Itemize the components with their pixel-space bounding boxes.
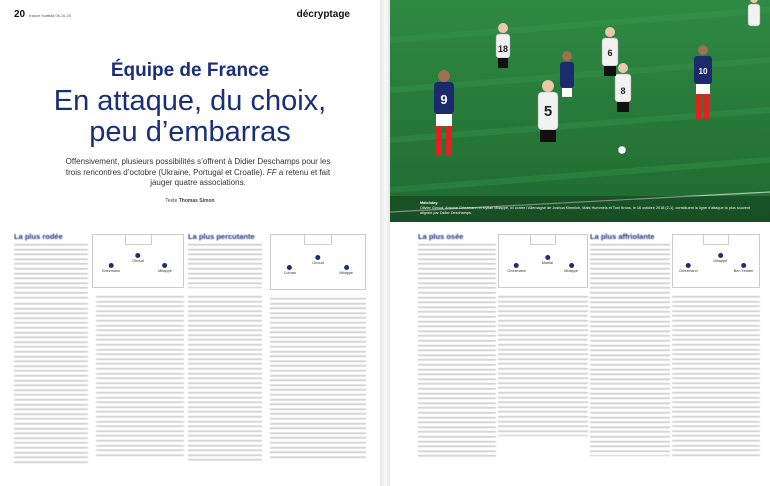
body-text — [14, 303, 88, 463]
headline-line-1: En attaque, du choix, — [53, 85, 327, 117]
section-3-title: La plus osée — [418, 232, 464, 241]
player-marker: Mbappé — [339, 265, 353, 275]
player-marker: Giroud — [312, 255, 323, 265]
body-text — [418, 244, 496, 459]
standfirst-main: Offensivement, plusieurs possibilités s’offrent à Didier Deschamps pour les trois rencontres d’octobre (Ukraine, Portugal et Croatie). — [65, 157, 331, 177]
standfirst — [60, 157, 336, 189]
player-marker: Griezmann — [679, 263, 698, 273]
match-photo-illustration — [390, 0, 770, 222]
body-text — [188, 244, 262, 288]
player-marker: Griezmann — [507, 263, 526, 273]
player-marker: Mbappé — [158, 263, 172, 273]
standfirst-em: FF — [266, 167, 277, 177]
body-text — [188, 296, 262, 461]
section-2-title: La plus percutante — [188, 232, 255, 241]
jersey-number: 18 — [497, 44, 509, 54]
page-number: 20 — [14, 9, 26, 20]
standfirst-tail: a retenu et fait jauger quatre associations. — [150, 167, 331, 187]
section-4-title: La plus affriolante — [590, 232, 655, 241]
jersey-number: 8 — [620, 86, 626, 96]
byline-prefix: Texte — [165, 198, 178, 204]
headline-line-2: peu d’embarras — [89, 116, 291, 148]
publication-date: france football 06.10.20 — [29, 13, 71, 18]
section-1-title: La plus rodée — [14, 232, 63, 241]
player-marker: Mbappé — [713, 253, 727, 263]
folio — [14, 9, 71, 20]
ball — [618, 146, 626, 154]
player-marker: Mbappé — [564, 263, 578, 273]
match-photo — [390, 0, 770, 222]
jersey-number: 6 — [607, 48, 613, 58]
section-3-lineup-diagram — [498, 234, 588, 288]
jersey-number: 10 — [698, 67, 708, 76]
player-marker: Ben Yedder — [734, 263, 754, 273]
body-text — [590, 244, 670, 456]
body-text — [672, 296, 760, 456]
body-text — [96, 296, 184, 456]
byline-author: Thomas Simon — [178, 198, 215, 204]
body-text — [14, 244, 88, 299]
caption-label: Matchday. — [420, 201, 439, 205]
player-marker: Martial — [542, 255, 553, 265]
right-page — [390, 0, 770, 486]
section-1-lineup-diagram — [92, 234, 184, 288]
jersey-number: 9 — [440, 92, 448, 107]
left-page — [0, 0, 380, 486]
player-marker: Coman — [284, 265, 296, 275]
section-label: décryptage — [296, 9, 350, 20]
player-marker: Griezmann — [102, 263, 121, 273]
headline — [0, 86, 380, 148]
kicker: Équipe de France — [110, 60, 270, 81]
jersey-number: 5 — [543, 103, 553, 120]
body-text — [498, 296, 588, 436]
photo-caption — [420, 201, 760, 216]
section-4-lineup-diagram — [672, 234, 760, 288]
body-text — [270, 298, 366, 458]
byline — [0, 198, 380, 204]
player-marker: Giroud — [132, 253, 143, 263]
page-gutter — [380, 0, 390, 486]
section-2-lineup-diagram — [270, 234, 366, 290]
caption-text: Olivier Giroud, Antoine Griezmann et Kylian Mbappé, ici contre l’Allemagne de Joshua Kimmich, Mats Hummels et Toni Kroos, le 16 octobre 2018 (2-1), constituent la ligne d’attaque la plus souvent alignée par Didier Deschamps. — [420, 206, 751, 215]
